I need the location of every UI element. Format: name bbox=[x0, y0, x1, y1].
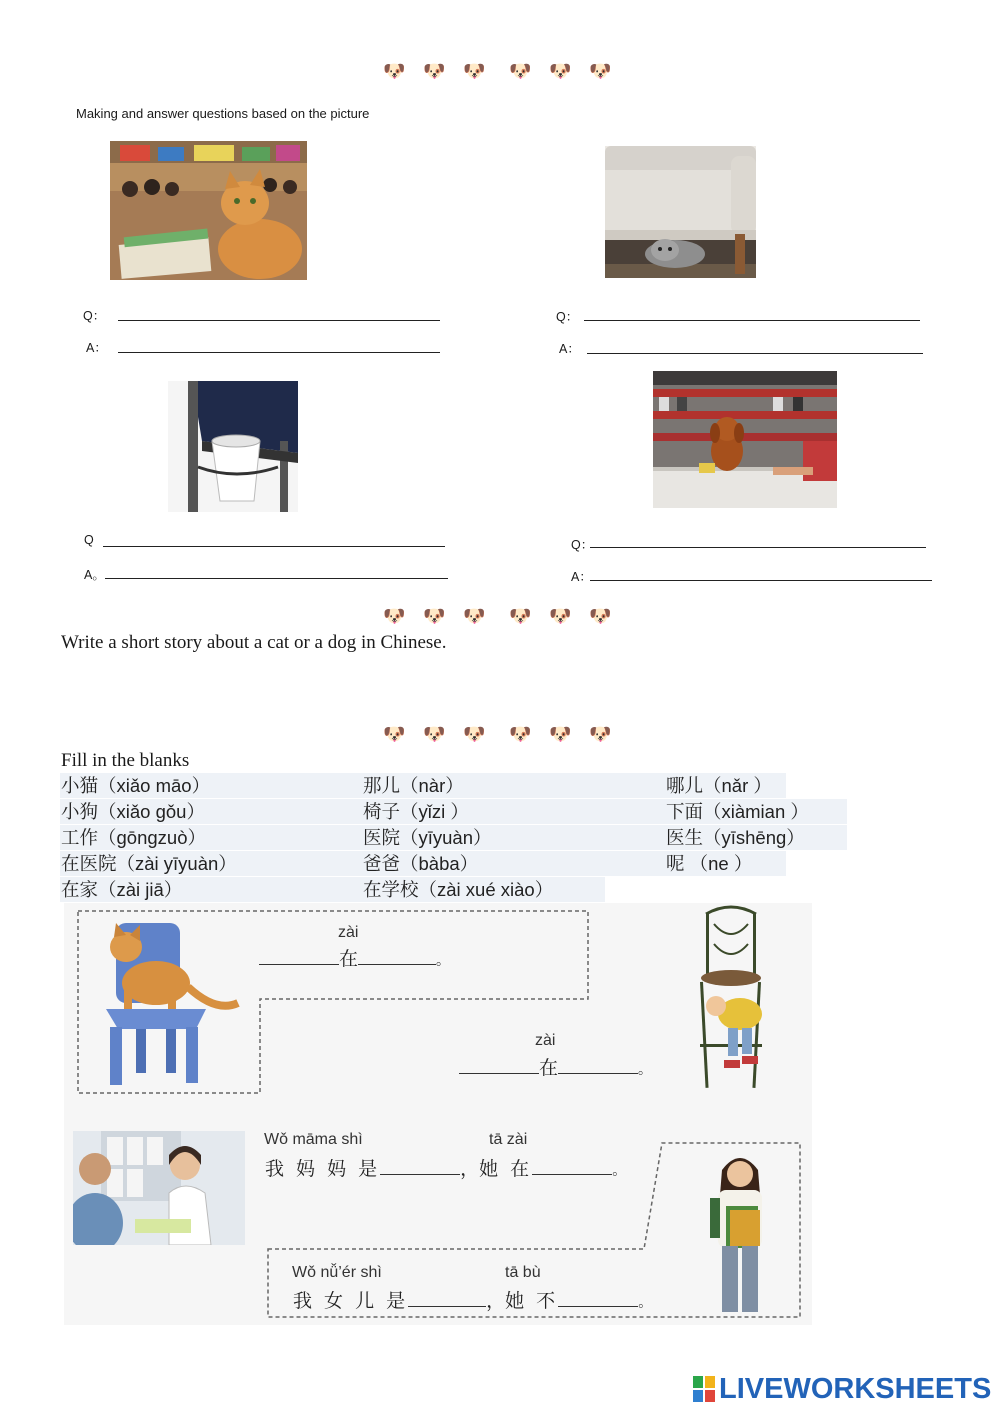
vocab-item: 爸爸（bàba） bbox=[362, 851, 666, 876]
answer-label: A： bbox=[571, 570, 592, 584]
vocab-item: 小狗（xiǎo gǒu） bbox=[60, 799, 363, 824]
dog-face-icon: 🐶 bbox=[509, 61, 532, 81]
cat-under-sofa-photo bbox=[605, 146, 756, 278]
answer-blank[interactable] bbox=[380, 1173, 460, 1175]
dog-face-icon: 🐶 bbox=[463, 724, 486, 744]
vocab-item: 哪儿（nǎr ） bbox=[665, 773, 786, 798]
section3-title: Fill in the blanks bbox=[61, 750, 190, 771]
sentence-1 bbox=[259, 944, 450, 971]
answer-line[interactable] bbox=[590, 580, 932, 581]
pinyin-line: Wǒ nǚ’ér shì bbox=[292, 1264, 382, 1281]
decor-dog-row bbox=[383, 724, 623, 744]
period-mark: 。 bbox=[436, 953, 451, 969]
decor-dog-row bbox=[383, 606, 623, 626]
question-answer-line[interactable] bbox=[584, 320, 920, 321]
vocab-item: 呢 （ne ） bbox=[665, 851, 786, 876]
dog-face-icon: 🐶 bbox=[549, 724, 572, 744]
pinyin-zai: zài bbox=[338, 924, 359, 941]
answer-blank[interactable] bbox=[259, 963, 339, 965]
pinyin-zai: zài bbox=[535, 1032, 556, 1049]
vocab-item: 下面（xiàmian ） bbox=[665, 799, 847, 824]
answer-label: A： bbox=[559, 342, 580, 356]
answer-label: A。 bbox=[84, 568, 105, 582]
sentence-2 bbox=[459, 1053, 652, 1080]
period-mark: 。 bbox=[638, 1295, 653, 1311]
question-answer-line[interactable] bbox=[118, 320, 440, 321]
decor-dog-row bbox=[383, 61, 623, 81]
vocab-item: 工作（gōngzuò） bbox=[60, 825, 363, 850]
vocab-item: 医院（yīyuàn） bbox=[362, 825, 666, 850]
cup-under-chair-photo bbox=[168, 381, 298, 512]
dog-face-icon: 🐶 bbox=[509, 606, 532, 626]
vocab-item: 医生（yīshēng） bbox=[665, 825, 847, 850]
answer-blank[interactable] bbox=[532, 1173, 612, 1175]
answer-blank[interactable] bbox=[558, 1072, 638, 1074]
zai-character: 在 bbox=[339, 948, 359, 970]
pinyin-line: tā bù bbox=[505, 1264, 541, 1281]
cat-classroom-photo bbox=[110, 141, 307, 280]
vocab-item: 椅子（yǐzi ） bbox=[362, 799, 666, 824]
section1-instruction: Making and answer questions based on the picture bbox=[76, 106, 370, 121]
pinyin-line: Wǒ māma shì bbox=[264, 1131, 363, 1148]
liveworksheets-brand: LIVEWORKSHEETS bbox=[719, 1373, 992, 1405]
dog-face-icon: 🐶 bbox=[509, 724, 532, 744]
student-girl-image bbox=[704, 1150, 776, 1314]
answer-line[interactable] bbox=[587, 353, 923, 354]
period-mark: 。 bbox=[612, 1163, 627, 1179]
dog-face-icon: 🐶 bbox=[423, 606, 446, 626]
answer-blank[interactable] bbox=[459, 1072, 539, 1074]
sentence-4 bbox=[293, 1286, 652, 1313]
dog-face-icon: 🐶 bbox=[589, 724, 612, 744]
chinese-text: 她 不 bbox=[505, 1290, 559, 1312]
dog-face-icon: 🐶 bbox=[549, 61, 572, 81]
vocab-item: 那儿（nàr） bbox=[362, 773, 666, 798]
answer-label: A： bbox=[86, 341, 107, 355]
dog-face-icon: 🐶 bbox=[423, 61, 446, 81]
answer-blank[interactable] bbox=[558, 1305, 638, 1307]
question-answer-line[interactable] bbox=[590, 547, 926, 548]
dog-face-icon: 🐶 bbox=[383, 61, 406, 81]
chinese-text: 我 女 儿 是 bbox=[293, 1290, 409, 1312]
period-mark: 。 bbox=[638, 1062, 653, 1078]
chinese-text: 她 在 bbox=[479, 1158, 533, 1180]
dog-face-icon: 🐶 bbox=[423, 724, 446, 744]
answer-line[interactable] bbox=[118, 352, 440, 353]
dog-at-store-counter-photo bbox=[653, 371, 837, 508]
answer-blank[interactable] bbox=[358, 963, 436, 965]
dog-face-icon: 🐶 bbox=[463, 61, 486, 81]
question-answer-line[interactable] bbox=[103, 546, 445, 547]
answer-blank[interactable] bbox=[408, 1305, 486, 1307]
question-label: Q： bbox=[571, 538, 594, 552]
zai-character: 在 bbox=[539, 1057, 559, 1079]
liveworksheets-logo-icon bbox=[693, 1376, 715, 1402]
dog-face-icon: 🐶 bbox=[383, 724, 406, 744]
answer-line[interactable] bbox=[105, 578, 448, 579]
question-label: Q bbox=[84, 533, 94, 547]
question-label: Q： bbox=[556, 310, 579, 324]
section2-instruction: Write a short story about a cat or a dog in Chinese. bbox=[61, 632, 447, 653]
dog-face-icon: 🐶 bbox=[589, 606, 612, 626]
vocab-item: 在学校（zài xué xiào） bbox=[362, 877, 605, 902]
pinyin-line: tā zài bbox=[489, 1131, 528, 1148]
comma-mark: ， bbox=[460, 1158, 480, 1180]
dog-face-icon: 🐶 bbox=[463, 606, 486, 626]
comma-mark: ， bbox=[486, 1290, 506, 1312]
dog-face-icon: 🐶 bbox=[383, 606, 406, 626]
child-under-stool-image bbox=[684, 904, 778, 1090]
doctor-with-patient-image bbox=[73, 1131, 245, 1245]
vocab-item: 在家（zài jiā） bbox=[60, 877, 363, 902]
sentence-3 bbox=[265, 1154, 626, 1181]
chinese-text: 我 妈 妈 是 bbox=[265, 1158, 381, 1180]
question-label: Q： bbox=[83, 309, 106, 323]
vocab-item: 小猫（xiǎo māo） bbox=[60, 773, 363, 798]
dog-face-icon: 🐶 bbox=[589, 61, 612, 81]
dog-face-icon: 🐶 bbox=[549, 606, 572, 626]
vocab-item: 在医院（zài yīyuàn） bbox=[60, 851, 363, 876]
cat-on-chair-image bbox=[96, 917, 246, 1087]
